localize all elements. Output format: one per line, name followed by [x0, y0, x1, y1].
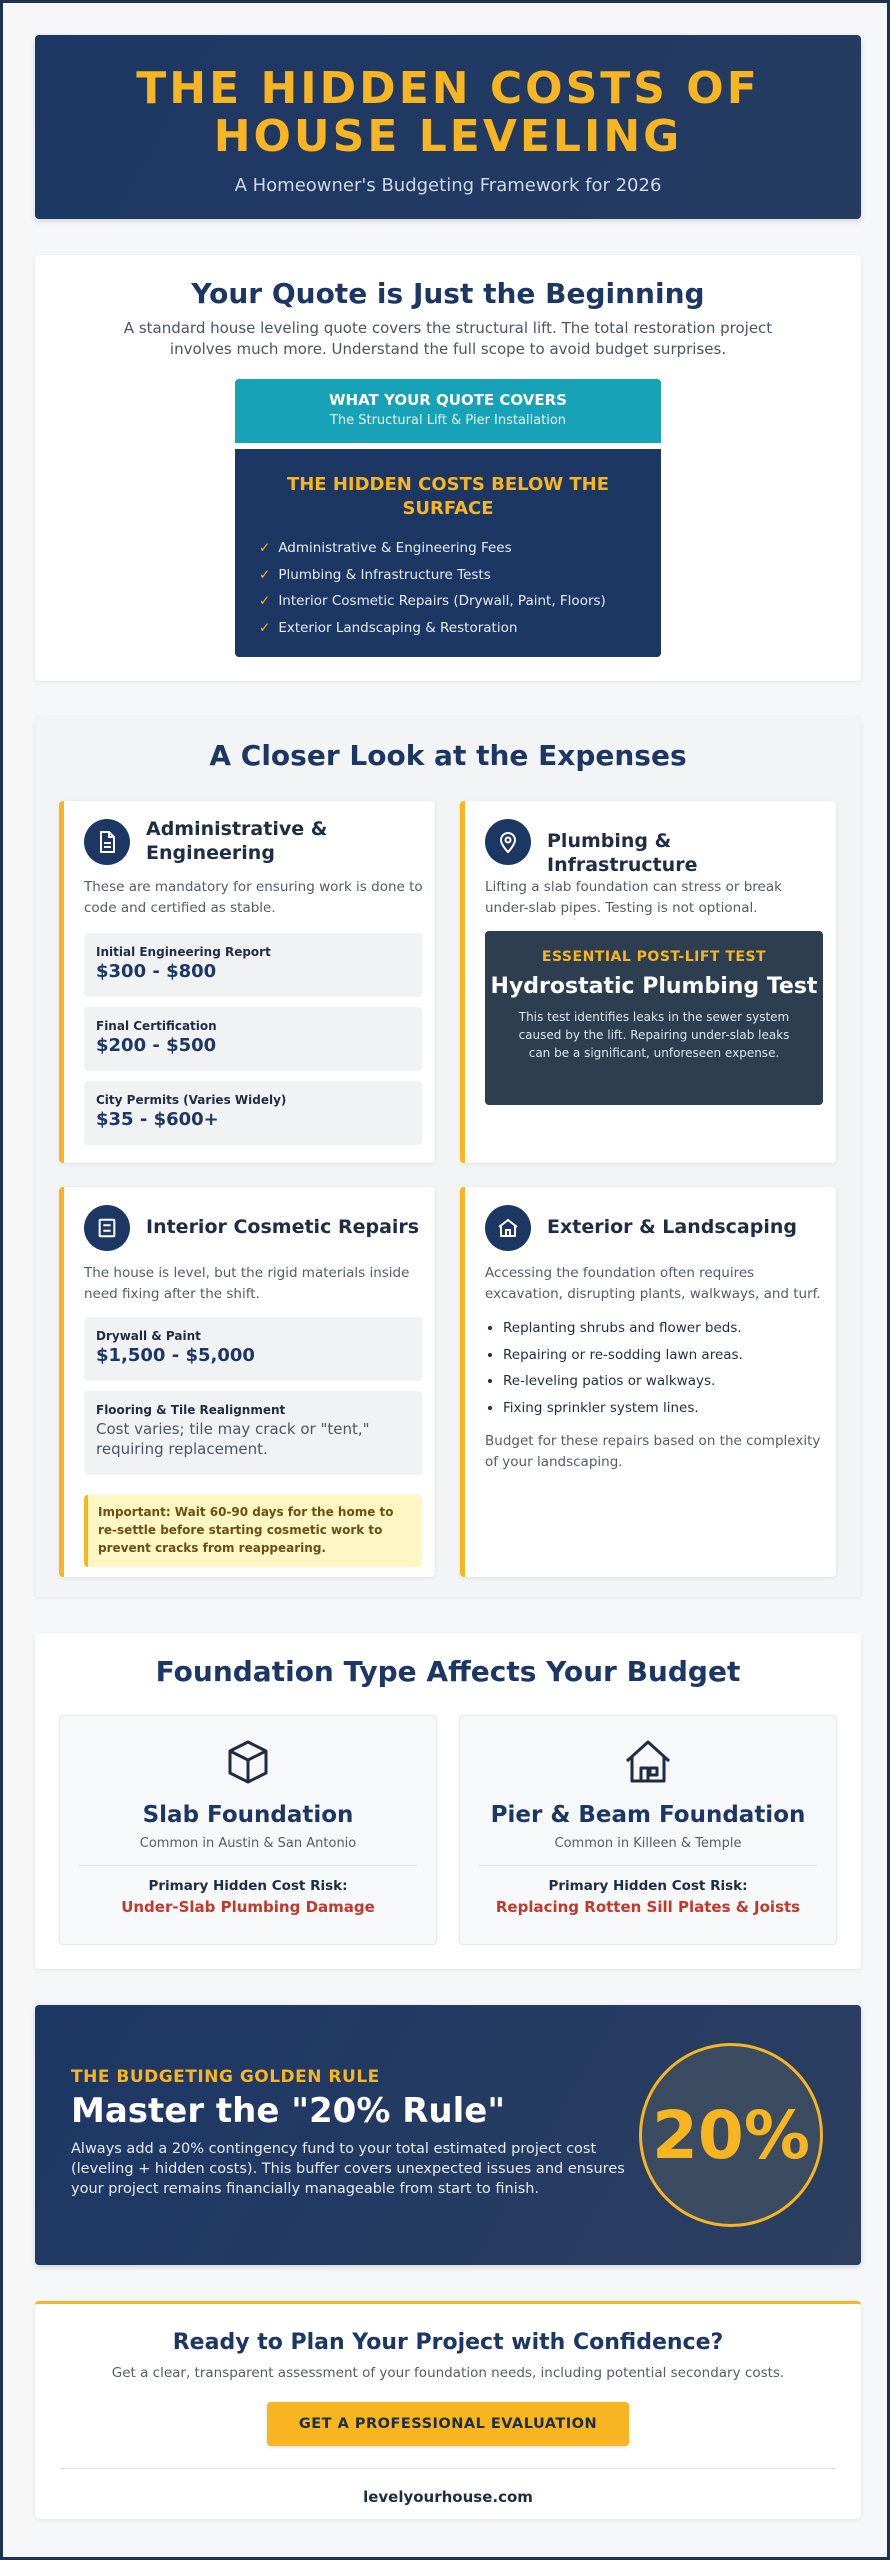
pier-foundation-card [459, 1715, 837, 1945]
list-item: • Re-leveling patios or walkways. [503, 1368, 825, 1395]
cost-value: $300 - $800 [96, 961, 217, 982]
evaluation-button[interactable]: GET A PROFESSIONAL EVALUATION [267, 2402, 629, 2446]
title-line-1: THE HIDDEN COSTS OF [136, 63, 760, 114]
pier-foundation-title: Pier & Beam Foundation [490, 1802, 806, 1828]
cost-label: Flooring & Tile Realignment [96, 1403, 286, 1417]
list-item-label: Exterior Landscaping & Restoration [278, 619, 518, 636]
exterior-card-footer: Budget for these repairs based on the complexity of your landscaping. [485, 1433, 821, 1470]
hero-banner [35, 35, 861, 219]
list-item: • Replanting shrubs and flower beds. [503, 1315, 825, 1342]
risk-label: Primary Hidden Cost Risk: [548, 1878, 748, 1894]
settle-warning: Important: Wait 60-90 days for the home to re-settle before starting cosmetic work to prevent cracks from reappearing. [84, 1495, 422, 1567]
cta-sub: Get a clear, transparent assessment of your foundation needs, including potential secondary costs. [111, 2365, 785, 2381]
plumbing-card-desc: Lifting a slab foundation can stress or break under-slab pipes. Testing is not optional. [485, 879, 782, 916]
admin-card [59, 801, 435, 1163]
rule-kicker: THE BUDGETING GOLDEN RULE [71, 2067, 380, 2087]
interior-card [59, 1187, 435, 1577]
quote-section-title: Your Quote is Just the Beginning [191, 277, 705, 310]
hidden-costs-title: THE HIDDEN COSTS BELOW THE SURFACE [286, 474, 610, 519]
check-icon: ✓ [259, 566, 271, 583]
home-icon [485, 1205, 531, 1251]
slab-foundation-card [59, 1715, 437, 1945]
cost-item [84, 1081, 422, 1145]
plumbing-card-title: Plumbing & Infrastructure [547, 830, 698, 876]
cost-item [84, 1391, 422, 1475]
quote-covers-title: WHAT YOUR QUOTE COVERS [329, 391, 567, 409]
hidden-costs-list [259, 535, 661, 641]
admin-card-desc: These are mandatory for ensuring work is done to code and certified as stable. [84, 879, 423, 916]
slab-risk-value: Under-Slab Plumbing Damage [121, 1898, 375, 1916]
cabinet-icon [84, 1205, 130, 1251]
list-item-label: Interior Cosmetic Repairs (Drywall, Paint, Floors) [278, 593, 606, 609]
exterior-card-title: Exterior & Landscaping [547, 1216, 797, 1238]
rule-title: Master the "20% Rule" [71, 2091, 506, 2131]
admin-card-title: Administrative & Engineering [146, 818, 328, 864]
foundation-section-title: Foundation Type Affects Your Budget [155, 1655, 741, 1688]
divider [479, 1865, 817, 1866]
interior-card-title: Interior Cosmetic Repairs [146, 1216, 420, 1238]
divider [59, 2468, 837, 2469]
cta-title: Ready to Plan Your Project with Confidence? [172, 2330, 724, 2355]
cost-value: $35 - $600+ [96, 1109, 219, 1130]
exterior-card-desc: Accessing the foundation often requires excavation, disrupting plants, walkways, and turf. [485, 1265, 821, 1302]
cost-value: $200 - $500 [96, 1035, 217, 1056]
hydrostatic-test-box [485, 931, 823, 1105]
quote-section [35, 255, 861, 681]
house-icon [622, 1736, 674, 1788]
quote-covers-sub: The Structural Lift & Pier Installation [329, 413, 567, 428]
golden-rule-banner [35, 2005, 861, 2265]
cta-section [35, 2301, 861, 2519]
cost-item [84, 1317, 422, 1381]
page-title [35, 35, 861, 161]
expenses-section [35, 717, 861, 1597]
check-icon: ✓ [259, 540, 271, 556]
cost-label: City Permits (Varies Widely) [96, 1093, 287, 1107]
test-title: Hydrostatic Plumbing Test [490, 974, 818, 999]
list-item-label: Plumbing & Infrastructure Tests [278, 566, 491, 583]
pier-foundation-sub: Common in Killeen & Temple [554, 1836, 742, 1851]
quote-section-intro: A standard house leveling quote covers the structural lift. The total restoration project involves much more. Understand the full scope to avoid budget surprises. [123, 319, 773, 358]
divider [79, 1865, 417, 1866]
cost-value: $1,500 - $5,000 [96, 1345, 255, 1366]
page-subtitle: A Homeowner's Budgeting Framework for 2026 [234, 175, 662, 196]
document-icon [84, 819, 130, 865]
rule-body: Always add a 20% contingency fund to your total estimated project cost (leveling + hidden costs). This buffer covers unexpected issues and ensures your project remains financially manageable from start to finish. [71, 2141, 625, 2197]
check-icon: ✓ [259, 593, 271, 609]
test-desc: This test identifies leaks in the sewer system caused by the lift. Repairing under-slab leaks can be a significant, unforeseen expense. [518, 1010, 790, 1060]
exterior-card [460, 1187, 836, 1577]
cost-label: Final Certification [96, 1019, 217, 1033]
hidden-costs-box [235, 449, 661, 657]
pier-risk-value: Replacing Rotten Sill Plates & Joists [495, 1898, 801, 1916]
cost-item [84, 1007, 422, 1071]
check-icon: ✓ [259, 619, 271, 636]
location-pin-icon [485, 819, 531, 865]
percent-badge: 20% [639, 2043, 823, 2227]
slab-foundation-sub: Common in Austin & San Antonio [139, 1836, 357, 1851]
cost-note: Cost varies; tile may crack or "tent," requiring replacement. [96, 1420, 370, 1458]
list-item: • Repairing or re-sodding lawn areas. [503, 1342, 825, 1369]
site-link[interactable]: levelyourhouse.com [363, 2488, 533, 2506]
exterior-list [485, 1315, 825, 1421]
title-line-2: HOUSE LEVELING [213, 111, 683, 162]
list-item [259, 588, 661, 615]
cube-icon [222, 1736, 274, 1788]
quote-covers-box [235, 379, 661, 443]
list-item [259, 615, 661, 642]
cost-label: Initial Engineering Report [96, 945, 271, 959]
foundation-section [35, 1633, 861, 1969]
expenses-section-title: A Closer Look at the Expenses [209, 739, 687, 772]
interior-card-desc: The house is level, but the rigid materials inside need fixing after the shift. [84, 1265, 410, 1302]
list-item [259, 562, 661, 589]
test-kicker: ESSENTIAL POST-LIFT TEST [541, 949, 767, 965]
list-item-label: Administrative & Engineering Fees [278, 540, 512, 556]
list-item: • Fixing sprinkler system lines. [503, 1395, 825, 1422]
risk-label: Primary Hidden Cost Risk: [148, 1878, 348, 1894]
list-item [259, 535, 661, 562]
cost-label: Drywall & Paint [96, 1329, 201, 1343]
plumbing-card [460, 801, 836, 1163]
cost-item [84, 933, 422, 997]
slab-foundation-title: Slab Foundation [142, 1802, 354, 1828]
